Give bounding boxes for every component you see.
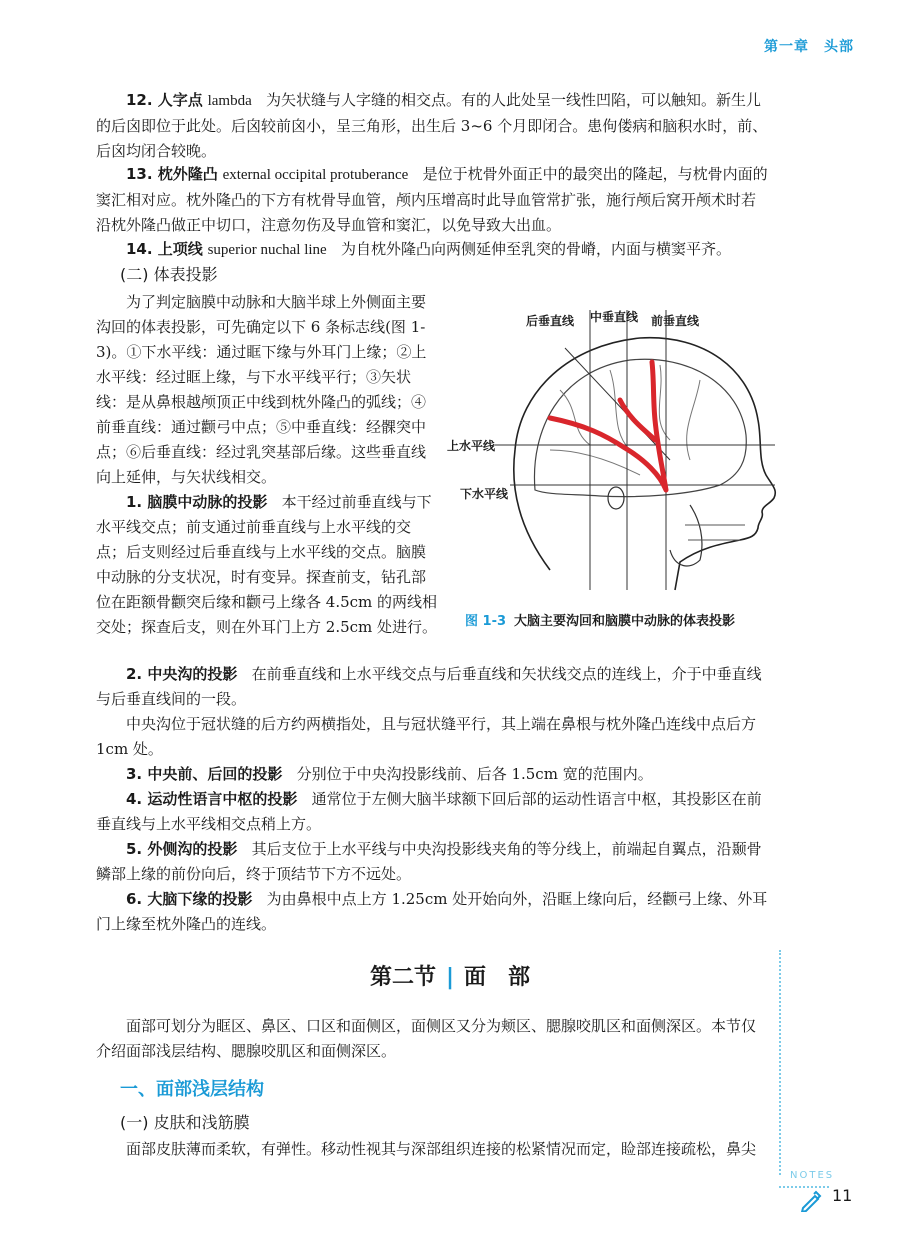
item-title: 6. 大脑下缘的投影 [126,890,253,908]
gyri-lines [550,365,700,475]
item-body: 通常位于左侧大脑半球额下回后部的运动性语言中枢，其投影区在前垂直线与上水平线相交点稍上方。 [96,790,762,833]
item-title: 1. 脑膜中动脉的投影 [126,493,268,511]
paragraph-lateral-sulcus [96,837,768,887]
notes-label: NOTES [790,1170,835,1181]
subheading-skin-fascia: (一) 皮肤和浅筋膜 [120,1113,250,1132]
item-body: 在前垂直线和上水平线交点与后垂直线和矢状线交点的连线上，介于中垂直线与后垂直线间的一段。 [96,665,762,708]
chapter-header: 第一章 头部 [764,39,854,55]
paragraph-nuchal-line [96,237,768,263]
section-number: 第二节 [369,965,436,990]
item-title: 5. 外侧沟的投影 [126,840,238,858]
label-upper-horizontal: 上水平线 [447,439,496,453]
page-number: 11 [832,1186,853,1205]
term-body: 为自枕外隆凸向两侧延伸至乳突的骨嵴，内面与横窦平齐。 [341,240,732,258]
heading-superficial-structures: 一、面部浅层结构 [120,1079,264,1100]
notes-margin-line [779,950,781,1175]
item-title: 3. 中央前、后回的投影 [126,765,283,783]
label-lower-horizontal: 下水平线 [460,487,509,501]
teeth-lines [685,525,745,540]
paragraph-face-regions: 面部可划分为眶区、鼻区、口区和面侧区，面侧区又分为颊区、腮腺咬肌区和面侧深区。本节仅介绍面部浅层结构、腮腺咬肌区和面侧深区。 [96,1017,757,1060]
term-title: 14. 上项线 [126,240,203,258]
paragraph-face-skin: 面部皮肤薄而柔软，有弹性。移动性视其与深部组织连接的松紧情况而定，睑部连接疏松，鼻尖 [126,1140,757,1158]
figure-number: 图 1-3 [465,614,507,629]
term-title: 13. 枕外隆凸 [126,165,218,183]
item-body: 为由鼻根中点上方 1.25cm 处开始向外，沿眶上缘向后，经颧弓上缘、外耳门上缘至枕外隆凸的连线。 [96,890,768,933]
item-body: 其后支位于上水平线与中央沟投影线夹角的等分线上，前端起自翼点，沿颞骨鳞部上缘的前份向后，终于顶结节下方不远处。 [96,840,762,883]
figure-brain-projection [440,300,780,640]
section-name: 面 部 [464,965,531,990]
paragraph-central-sulcus [96,662,768,712]
section-separator: | [445,965,455,990]
meningeal-artery [550,362,666,490]
label-ant-vertical: 前垂直线 [651,314,700,328]
paragraph-speech-center [96,787,768,837]
item-title: 2. 中央沟的投影 [126,665,238,683]
term-english: lambda [207,93,252,109]
paragraph-central-sulcus-detail: 中央沟位于冠状缝的后方约两横指处，且与冠状缝平行，其上端在鼻根与枕外隆凸连线中点后方 1cm 处。 [96,715,757,758]
paragraph-lambda [96,88,768,164]
term-english: external occipital protuberance [222,167,409,183]
subheading-projection: (二) 体表投影 [120,265,218,284]
label-post-vertical: 后垂直线 [526,314,575,328]
paragraph-meningeal-artery [96,490,438,640]
jaw-outline [670,505,702,566]
term-english: superior nuchal line [207,242,327,258]
notes-rule [779,1186,829,1188]
section-title [0,960,900,991]
figure-caption-text: 大脑主要沟回和脑膜中动脉的体表投影 [514,614,736,629]
label-mid-vertical: 中垂直线 [590,310,639,324]
term-body: 为矢状缝与人字缝的相交点。有的人此处呈一线性凹陷，可以触知。新生儿的后囟即位于此处。后囟较前囟小，呈三角形，出生后 3~6 个月即闭合。患佝偻病和脑积水时，前、后囟均闭合较晚。 [96,91,768,160]
figure-caption [465,610,735,629]
item-body: 分别位于中央沟投影线前、后各 1.5cm 宽的范围内。 [296,765,653,783]
paragraph-cerebrum-lower-edge [96,887,768,937]
ear-canal [608,487,624,509]
item-title: 4. 运动性语言中枢的投影 [126,790,298,808]
paragraph-central-gyri [96,762,768,787]
term-title: 12. 人字点 [126,91,203,109]
term-body: 是位于枕骨外面正中的最突出的隆起，与枕骨内面的窦汇相对应。枕外隆凸的下方有枕骨导血管，颅内压增高时此导血管常扩张，施行颅后窝开颅术时若沿枕外隆凸做正中切口，注意勿伤及导血管和窦汇，以免导致大出血。 [96,165,768,234]
paragraph-occipital-protuberance [96,162,768,238]
paragraph-landmark-lines: 为了判定脑膜中动脉和大脑半球上外侧面主要沟回的体表投影，可先确定以下 6 条标志线(图 1-3)。①下水平线：通过眶下缘与外耳门上缘；②上水平线：经过眶上缘，与下水平线平行；③矢状线：是从鼻根越颅顶正中线到枕外隆凸的弧线；④前垂直线：通过颧弓中点；⑤中垂直线：经髁突中点；⑥后垂直线：经过乳突基部后缘。这些垂直线向上延伸，与矢状线相交。 [96,293,427,486]
pencil-icon [800,1190,822,1212]
item-body: 本干经过前垂直线与下水平线交点；前支通过前垂直线与上水平线的交点；后支则经过后垂直线与上水平线的交点。脑膜中动脉的分支状况，时有变异。探查前支，钻孔部位在距额骨颧突后缘和颧弓上缘各 4.5cm 的两线相交处；探查后支，则在外耳门上方 2.5cm 处进行。 [96,493,438,636]
